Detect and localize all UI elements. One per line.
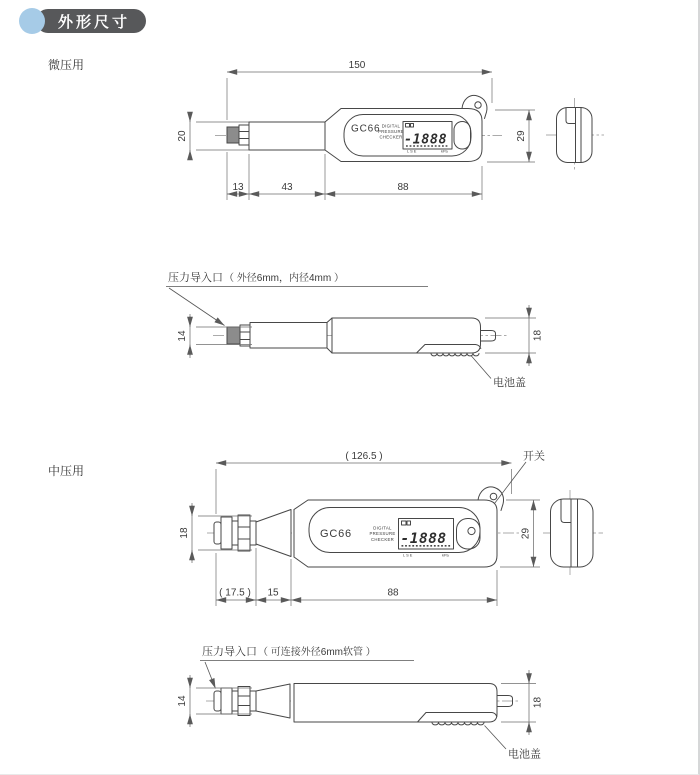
sensor-tube	[250, 323, 327, 349]
dim-text-inlet-height: 18	[179, 527, 190, 539]
end-view-body	[551, 499, 594, 567]
strap-hole-icon	[475, 102, 481, 108]
coupling-cone	[256, 510, 291, 557]
hex-nut	[238, 687, 250, 716]
battery-cover-label: 电池盖	[493, 377, 526, 389]
strap-hole-icon	[490, 493, 497, 500]
medium-side-view	[543, 490, 603, 576]
dim-text-seg3: 88	[387, 587, 399, 599]
dim-body-height	[487, 110, 535, 162]
switch-label: 开关	[523, 450, 545, 463]
hex-nut	[240, 325, 250, 346]
micro-profile-drawing	[166, 270, 544, 389]
coupling-cone	[256, 684, 290, 718]
inlet-port-label: 压力导入口	[202, 646, 257, 658]
micro-pressure-label: 微压用	[48, 58, 85, 72]
dim-text-inlet-height: 20	[177, 130, 188, 142]
dim-text-seg3: 88	[397, 182, 409, 193]
brand-line-3: CHECKER	[370, 536, 395, 542]
grip-ribs	[431, 354, 479, 356]
dim-text-body-height: 29	[516, 130, 527, 142]
hex-nut	[238, 515, 250, 551]
inlet-port-note: （ 外径6mm，内径4mm ）	[224, 273, 344, 284]
brand-line-2: PRESSURE	[377, 129, 405, 134]
dim-text-total: 150	[348, 60, 366, 71]
brand-line-3: CHECKER	[379, 134, 403, 140]
micro-device-front	[215, 95, 502, 161]
lcd-value: -1888	[400, 531, 447, 547]
dim-text-total: ( 126.5 )	[345, 451, 383, 462]
dim-body-height	[501, 670, 544, 735]
model-label: GC66	[351, 123, 381, 135]
inlet-leader-line	[169, 288, 225, 326]
brand-line-2: PRESSURE	[369, 531, 396, 537]
hex-nut	[239, 125, 249, 145]
brand-line-1: DIGITAL	[373, 525, 392, 531]
micro-front-drawing	[177, 60, 604, 200]
dim-text-body-height: 29	[520, 527, 532, 540]
section-title-tag: 外形尺寸	[36, 9, 146, 33]
medium-pressure-label: 中压用	[48, 464, 85, 478]
battery-leader-line	[485, 726, 507, 750]
medium-profile-drawing	[177, 644, 544, 761]
dim-text-seg2: 15	[267, 587, 279, 599]
dim-text-body-height: 18	[532, 696, 544, 709]
quick-coupling	[214, 515, 256, 551]
dim-text-inlet-height: 14	[177, 695, 188, 707]
model-label: GC66	[320, 528, 352, 540]
dim-text-seg1: ( 17.5 )	[219, 587, 251, 599]
grip-ribs	[432, 723, 484, 725]
brand-line-1: DIGITAL	[381, 123, 401, 129]
inlet-port-note: （ 可连接外径6mm软管 ）	[258, 647, 376, 658]
quick-coupling	[214, 687, 256, 716]
medium-front-drawing	[179, 450, 603, 607]
inlet-plug	[227, 127, 239, 143]
inlet-leader-line	[205, 662, 216, 689]
lcd-scale: L S E	[407, 148, 417, 154]
micro-side-view	[546, 98, 604, 172]
battery-leader-line	[471, 356, 491, 379]
lcd-unit: kPa	[441, 148, 448, 154]
dim-text-inlet-height: 14	[177, 330, 188, 342]
device-body	[332, 318, 481, 353]
device-body	[294, 684, 497, 723]
dim-text-seg2: 43	[281, 182, 293, 193]
lcd-value: -1888	[404, 131, 448, 148]
inlet-plug	[227, 327, 240, 344]
lcd-scale: L S E	[403, 552, 413, 558]
lcd-unit: kPa	[442, 552, 449, 558]
end-view-body	[557, 108, 593, 163]
sensor-tube	[249, 122, 325, 150]
dim-text-body-height: 18	[532, 329, 544, 342]
dim-text-seg1: 13	[232, 182, 244, 193]
inlet-port-label: 压力导入口	[168, 272, 223, 284]
dim-body-height	[500, 500, 540, 567]
battery-cover-label: 电池盖	[508, 748, 541, 761]
